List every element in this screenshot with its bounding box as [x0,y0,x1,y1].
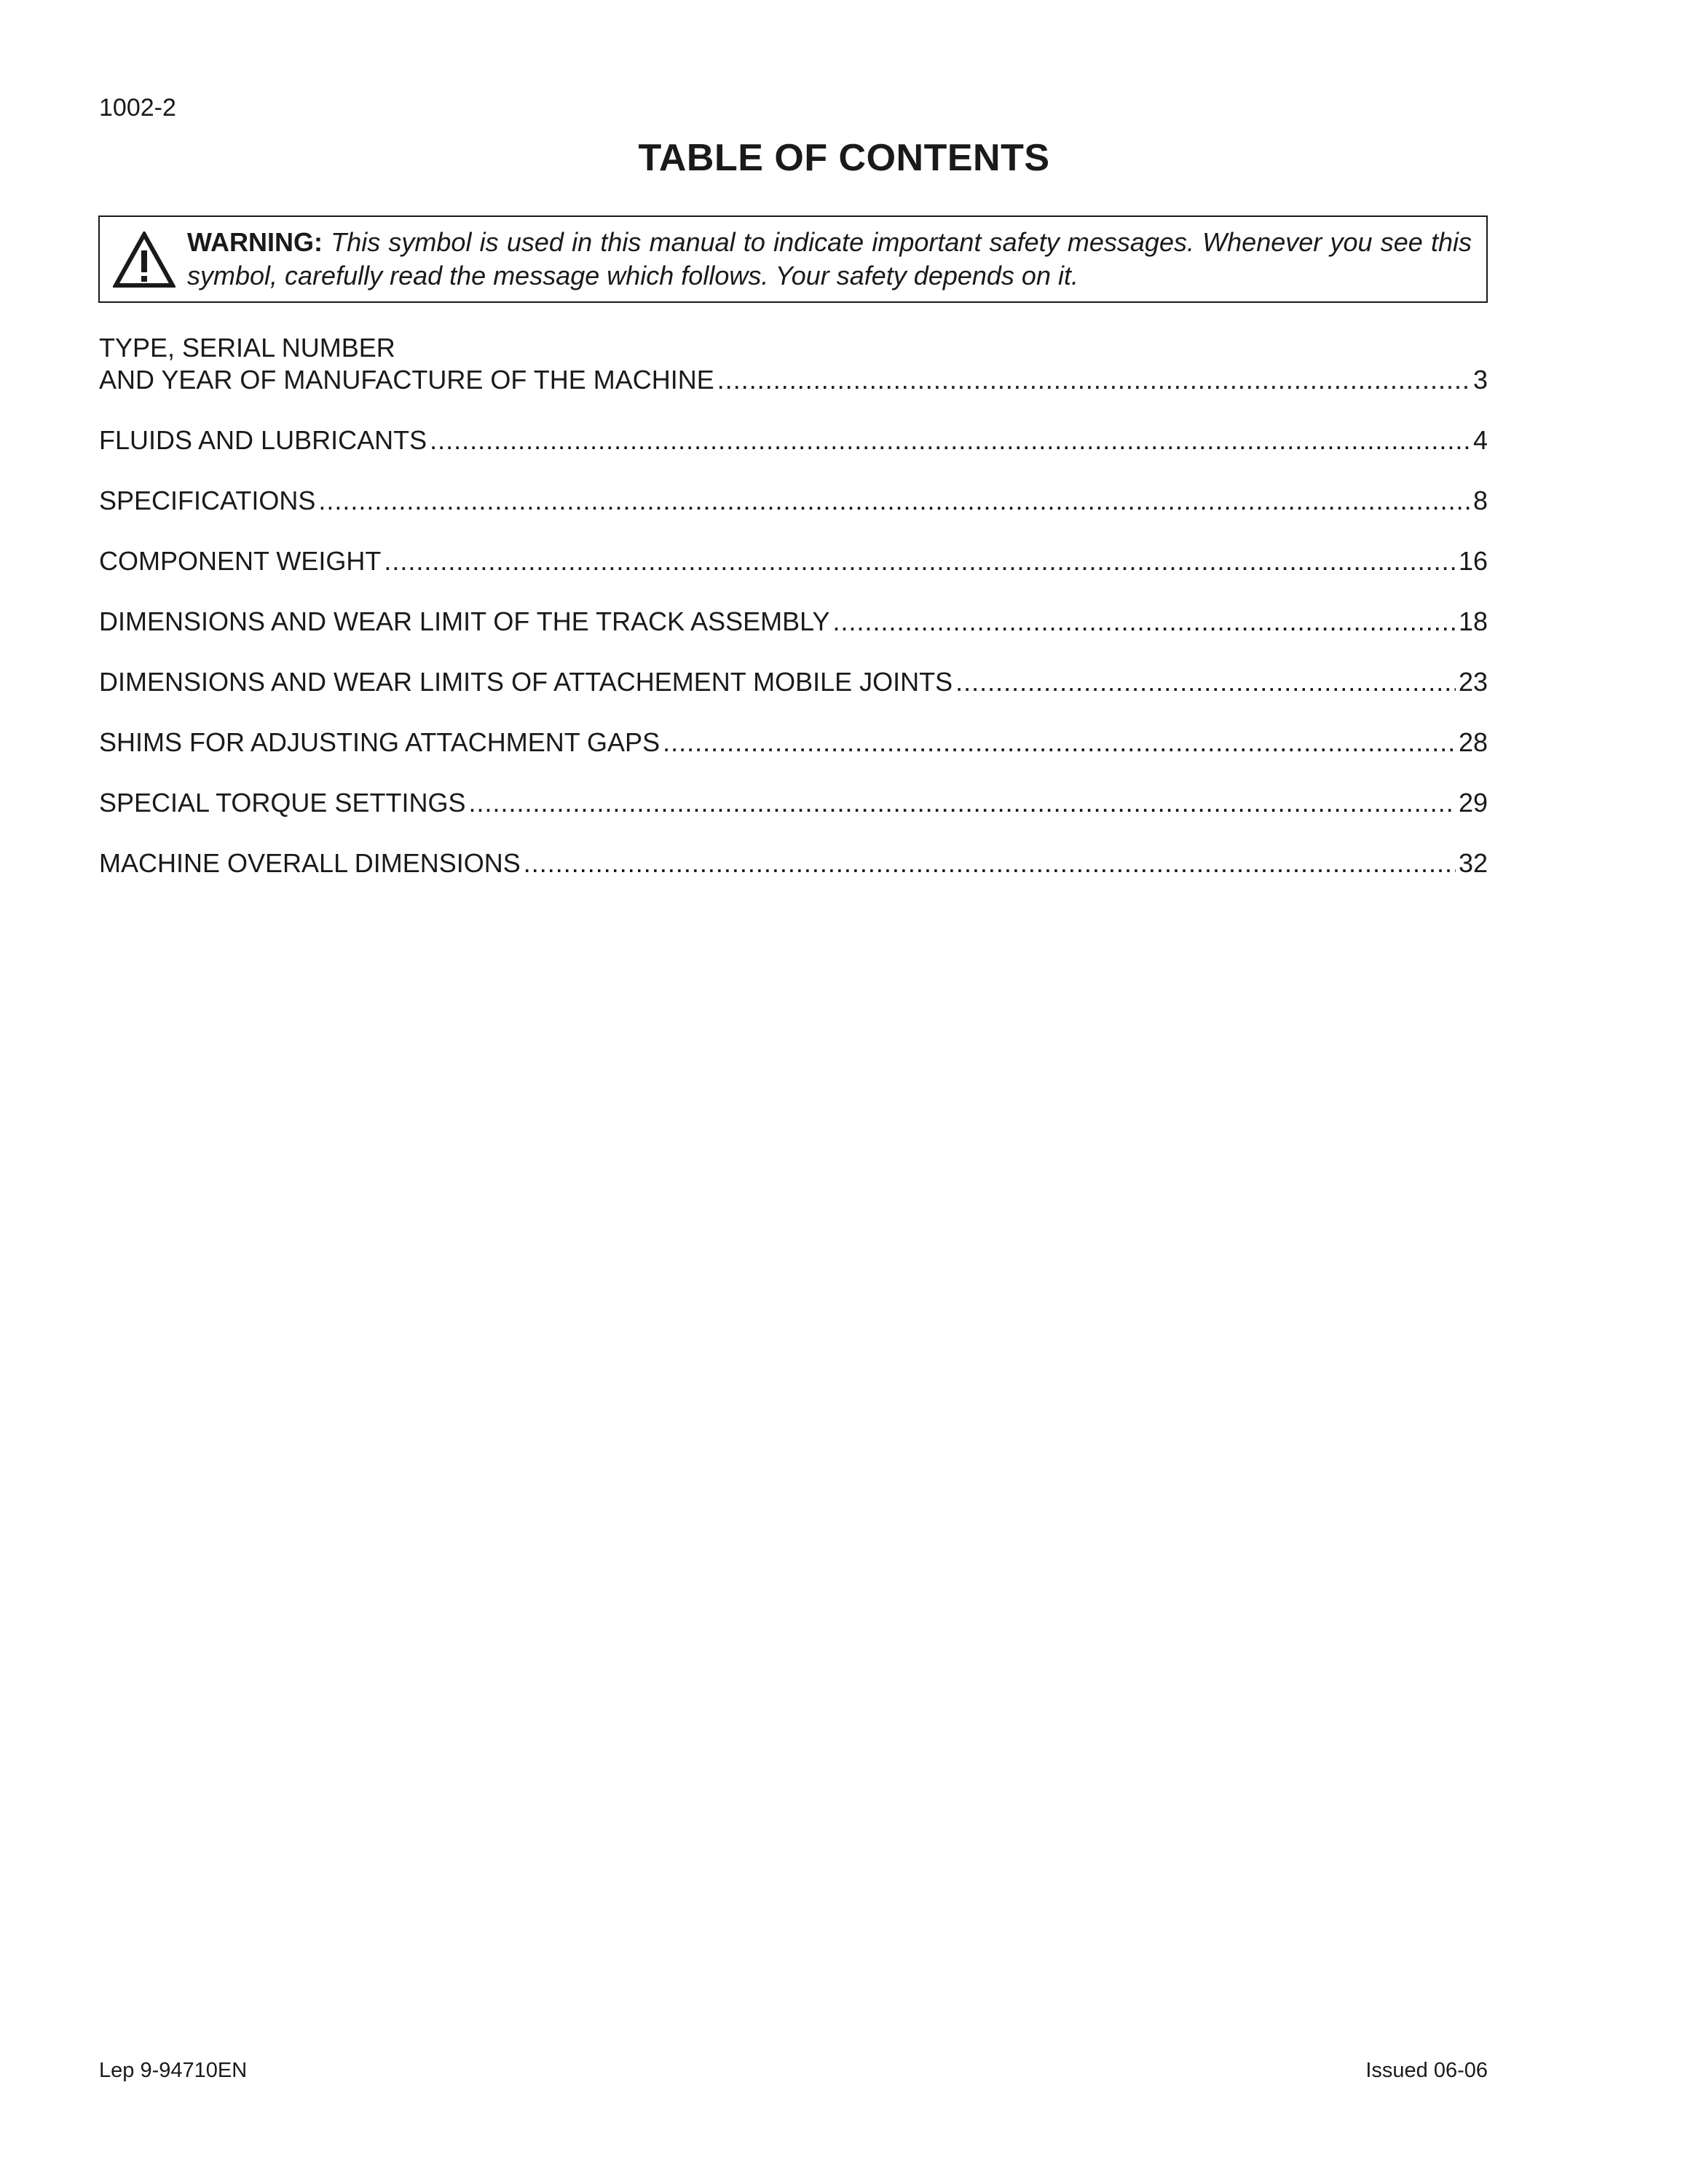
toc-entry-title: SPECIFICATIONS [99,486,316,515]
toc-entry-title: MACHINE OVERALL DIMENSIONS [99,848,521,878]
toc-entry-page: 4 [1472,425,1488,455]
toc-dot-leader [955,666,1456,698]
toc-entry-component-weight[interactable] [99,545,1488,577]
toc-entry-title: COMPONENT WEIGHT [99,546,382,576]
toc-dot-leader [430,424,1470,456]
toc-entry-title: AND YEAR OF MANUFACTURE OF THE MACHINE [99,365,714,395]
toc-entry-page: 29 [1458,788,1488,818]
footer-issue-date: Issued 06-06 [1365,2059,1488,2082]
toc-entry-page: 16 [1458,546,1488,576]
toc-entry-page: 32 [1458,848,1488,878]
toc-entry-type-serial-number[interactable] [99,332,1488,396]
toc-dot-leader [833,606,1456,638]
toc-entry-title: FLUIDS AND LUBRICANTS [99,425,427,455]
toc-entry-page: 18 [1458,606,1488,636]
toc-entry-page: 8 [1472,486,1488,515]
page-title: TABLE OF CONTENTS [638,137,1050,179]
toc-entry-fluids-lubricants[interactable] [99,424,1488,456]
toc-entry-title: SPECIAL TORQUE SETTINGS [99,788,466,818]
toc-entry-torque-settings[interactable] [99,787,1488,819]
toc-dot-leader [524,847,1456,879]
toc-dot-leader [717,364,1470,396]
toc-entry-title: DIMENSIONS AND WEAR LIMITS OF ATTACHEMENT MOBILE JOINTS [99,667,953,697]
toc-entry-title: DIMENSIONS AND WEAR LIMIT OF THE TRACK ASSEMBLY [99,606,830,636]
toc-entry-mobile-joints[interactable] [99,666,1488,698]
table-of-contents [99,332,1488,908]
warning-message: This symbol is used in this manual to indicate important safety messages. Whenever you see this symbol, carefully read the message which follows. Your safety depends on it. [187,227,1472,290]
toc-entry-title: SHIMS FOR ADJUSTING ATTACHMENT GAPS [99,727,660,757]
toc-entry-page: 28 [1458,727,1488,757]
warning-text [187,226,1472,293]
toc-entry-track-assembly[interactable] [99,606,1488,638]
toc-entry-page: 23 [1458,667,1488,697]
warning-triangle-icon [113,232,175,288]
page-number: 1002-2 [99,94,176,122]
toc-entry-specifications[interactable] [99,485,1488,517]
toc-entry-shims[interactable] [99,727,1488,759]
toc-entry-overall-dimensions[interactable] [99,847,1488,879]
warning-label: WARNING: [187,227,323,257]
toc-entry-title-line1: TYPE, SERIAL NUMBER [99,333,395,363]
toc-dot-leader [468,787,1455,819]
toc-dot-leader [384,545,1456,577]
toc-entry-page: 3 [1472,365,1488,395]
warning-box [98,215,1488,303]
toc-dot-leader [663,727,1456,759]
footer-document-number: Lep 9-94710EN [99,2059,248,2082]
toc-dot-leader [318,485,1470,517]
